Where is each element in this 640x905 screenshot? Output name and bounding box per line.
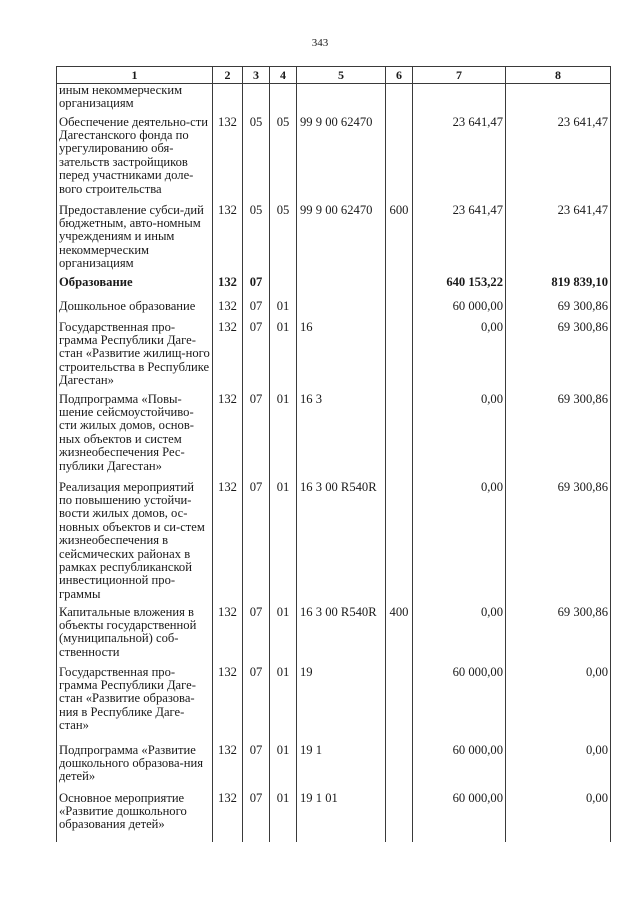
row-subsection-code: 01 (270, 606, 297, 666)
row-expense-type-code (386, 276, 413, 300)
row-name: Капитальные вложения в объекты государственной (муниципальной) соб-ственности (57, 606, 213, 666)
header-col-3: 3 (243, 67, 270, 84)
row-amount-2: 23 641,47 (506, 204, 611, 276)
row-amount-2: 69 300,86 (506, 300, 611, 321)
row-ved-code: 132 (213, 116, 243, 204)
row-amount-2: 0,00 (506, 792, 611, 842)
row-target-code: 16 3 (297, 393, 386, 481)
row-name: Основное мероприятие «Развитие дошкольного образования детей» (57, 792, 213, 842)
row-name: Предоставление субси-дий бюджетным, авто-номным учреждениям и иным некоммерческим организациям (57, 204, 213, 276)
row-target-code: 99 9 00 62470 (297, 204, 386, 276)
row-name: Подпрограмма «Повы-шение сейсмоустойчиво-сти жилых домов, основ-ных объектов и систем жизнеобеспечения Рес-публики Дагестан» (57, 393, 213, 481)
row-amount-1 (413, 84, 506, 116)
row-target-code: 16 (297, 321, 386, 393)
row-section-code: 07 (243, 606, 270, 666)
row-name: Образование (57, 276, 213, 300)
table-body (57, 84, 611, 842)
row-target-code: 19 1 01 (297, 792, 386, 842)
header-col-1: 1 (57, 67, 213, 84)
row-section-code: 07 (243, 481, 270, 606)
row-ved-code: 132 (213, 481, 243, 606)
row-amount-2: 0,00 (506, 666, 611, 744)
row-expense-type-code (386, 792, 413, 842)
row-section-code: 07 (243, 276, 270, 300)
row-expense-type-code (386, 481, 413, 606)
row-subsection-code: 01 (270, 393, 297, 481)
row-expense-type-code (386, 393, 413, 481)
row-section-code: 05 (243, 204, 270, 276)
row-subsection-code (270, 276, 297, 300)
table-row (57, 666, 611, 744)
row-expense-type-code (386, 300, 413, 321)
row-amount-1: 60 000,00 (413, 300, 506, 321)
table-row (57, 744, 611, 792)
row-target-code (297, 84, 386, 116)
row-target-code (297, 300, 386, 321)
row-section-code: 07 (243, 321, 270, 393)
row-name: Подпрограмма «Развитие дошкольного образова-ния детей» (57, 744, 213, 792)
page-number: 343 (311, 37, 329, 49)
row-amount-2: 69 300,86 (506, 321, 611, 393)
row-amount-1: 640 153,22 (413, 276, 506, 300)
row-expense-type-code (386, 84, 413, 116)
row-target-code: 16 3 00 R540R (297, 606, 386, 666)
row-target-code: 99 9 00 62470 (297, 116, 386, 204)
row-subsection-code: 01 (270, 744, 297, 792)
row-section-code: 07 (243, 666, 270, 744)
header-col-4: 4 (270, 67, 297, 84)
row-name: Государственная про-грамма Республики Даге-стан «Развитие жилищ-ного строительства в Республике Дагестан» (57, 321, 213, 393)
row-amount-2: 819 839,10 (506, 276, 611, 300)
header-col-8: 8 (506, 67, 611, 84)
table-row (57, 481, 611, 606)
row-subsection-code: 01 (270, 481, 297, 606)
row-ved-code: 132 (213, 393, 243, 481)
table-row (57, 116, 611, 204)
row-section-code: 07 (243, 393, 270, 481)
row-subsection-code: 01 (270, 666, 297, 744)
row-amount-2 (506, 84, 611, 116)
header-col-7: 7 (413, 67, 506, 84)
row-expense-type-code (386, 321, 413, 393)
row-amount-1: 60 000,00 (413, 792, 506, 842)
row-amount-1: 0,00 (413, 393, 506, 481)
row-expense-type-code (386, 666, 413, 744)
table-row (57, 276, 611, 300)
row-amount-1: 0,00 (413, 481, 506, 606)
row-target-code: 19 1 (297, 744, 386, 792)
row-section-code: 05 (243, 116, 270, 204)
row-target-code: 19 (297, 666, 386, 744)
header-col-5: 5 (297, 67, 386, 84)
table-row (57, 606, 611, 666)
row-expense-type-code (386, 744, 413, 792)
row-subsection-code: 05 (270, 204, 297, 276)
row-name: Государственная про-грамма Республики Даге-стан «Развитие образова-ния в Республике Даге-стан» (57, 666, 213, 744)
header-col-6: 6 (386, 67, 413, 84)
row-amount-1: 60 000,00 (413, 666, 506, 744)
row-subsection-code: 01 (270, 792, 297, 842)
row-name: Обеспечение деятельно-сти Дагестанского фонда по урегулированию обя-зательств застройщиков перед участниками доле-вого строительства (57, 116, 213, 204)
row-subsection-code (270, 84, 297, 116)
row-expense-type-code (386, 116, 413, 204)
row-amount-2: 23 641,47 (506, 116, 611, 204)
row-subsection-code: 01 (270, 300, 297, 321)
row-section-code: 07 (243, 744, 270, 792)
row-amount-2: 0,00 (506, 744, 611, 792)
table-row (57, 204, 611, 276)
row-amount-1: 23 641,47 (413, 116, 506, 204)
table-row (57, 792, 611, 842)
row-ved-code: 132 (213, 606, 243, 666)
row-name: Дошкольное образование (57, 300, 213, 321)
table-row (57, 321, 611, 393)
row-section-code (243, 84, 270, 116)
row-subsection-code: 05 (270, 116, 297, 204)
row-target-code: 16 3 00 R540R (297, 481, 386, 606)
row-amount-1: 0,00 (413, 321, 506, 393)
header-row (57, 67, 611, 84)
row-subsection-code: 01 (270, 321, 297, 393)
table-row (57, 300, 611, 321)
row-name: Реализация мероприятий по повышению устойчи-вости жилых домов, ос-новных объектов и си-стем жизнеобеспечения в сейсмических районах в рамках республиканской инвестиционной про-граммы (57, 481, 213, 606)
row-ved-code: 132 (213, 744, 243, 792)
row-amount-1: 60 000,00 (413, 744, 506, 792)
row-ved-code: 132 (213, 300, 243, 321)
row-ved-code: 132 (213, 276, 243, 300)
row-amount-2: 69 300,86 (506, 606, 611, 666)
row-amount-2: 69 300,86 (506, 481, 611, 606)
row-section-code: 07 (243, 792, 270, 842)
table-row (57, 84, 611, 116)
row-amount-1: 0,00 (413, 606, 506, 666)
header-col-2: 2 (213, 67, 243, 84)
row-name: иным некоммерческим организациям (57, 84, 213, 116)
row-expense-type-code: 400 (386, 606, 413, 666)
row-ved-code: 132 (213, 792, 243, 842)
row-ved-code: 132 (213, 321, 243, 393)
row-expense-type-code: 600 (386, 204, 413, 276)
row-ved-code: 132 (213, 204, 243, 276)
row-ved-code (213, 84, 243, 116)
row-amount-1: 23 641,47 (413, 204, 506, 276)
budget-table (56, 66, 611, 842)
row-amount-2: 69 300,86 (506, 393, 611, 481)
table-row (57, 393, 611, 481)
row-target-code (297, 276, 386, 300)
row-ved-code: 132 (213, 666, 243, 744)
row-section-code: 07 (243, 300, 270, 321)
